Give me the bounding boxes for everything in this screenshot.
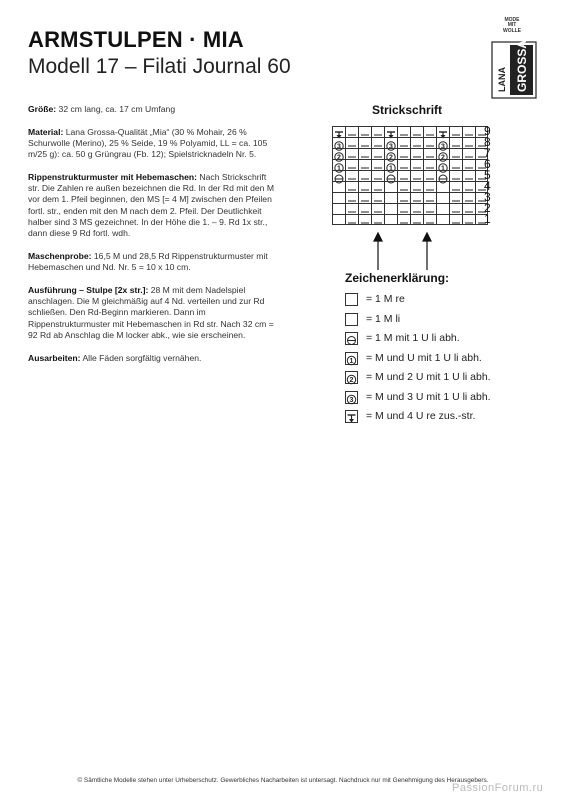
row-number: 6 (484, 157, 491, 171)
chart-cell (449, 170, 462, 181)
instruction-text: 28 M mit dem Nadelspiel anschlagen. Die M gleichmäßig auf 4 Nd. verteilen und zur Rd schließen. Den Rd-Beginn markieren. Dann im Rippenstrukturmuster mit Hebemaschen in Rd str. Nach 32 cm = 92 Rd ab Anschlag die M locker abk., wie sie erscheinen. (28, 284, 274, 340)
chart-cell (332, 181, 345, 192)
chart-cell (423, 203, 436, 214)
arrow-icon (423, 233, 431, 270)
instruction-label: Maschenprobe: (28, 250, 92, 261)
chart-cell (384, 181, 397, 192)
chart-cell (397, 203, 410, 214)
chart-cell (423, 170, 436, 181)
chart-cell (358, 203, 371, 214)
instruction-text: Alle Fäden sorgfältig vernähen. (80, 352, 202, 363)
row-number: 9 (484, 124, 491, 138)
chart-cell (462, 214, 475, 225)
chart-cell (449, 181, 462, 192)
empty-cell (345, 293, 358, 306)
svg-text:1: 1 (441, 165, 445, 173)
chart-cell (358, 214, 371, 225)
chart-cell (410, 148, 423, 159)
copyright-notice: © Sämtliche Modelle stehen unter Urheberschutz. Gewerbliches Nacharbeiten ist untersagt. Nachdruck nur mit Genehmigung des Herausgebers. (77, 777, 489, 784)
svg-text:1: 1 (389, 165, 393, 173)
chart-cell (345, 170, 358, 181)
instructions-column (28, 104, 278, 375)
chart-cell (410, 126, 423, 137)
chart-cell (449, 148, 462, 159)
chart-cell (371, 126, 384, 137)
chart-cell (384, 214, 397, 225)
chart-cell (345, 137, 358, 148)
instruction-paragraph (28, 104, 278, 115)
legend-title: Zeichenerklärung: (345, 271, 450, 285)
chart-cell (436, 181, 449, 192)
circle-dash-icon (345, 332, 358, 345)
chart-cell (371, 192, 384, 203)
chart-cell (384, 192, 397, 203)
row-number: 4 (484, 179, 491, 193)
row-number: 5 (484, 168, 491, 182)
chart-cell (332, 148, 345, 162)
chart-cell (410, 214, 423, 225)
svg-text:3: 3 (337, 143, 341, 151)
instruction-text: Nach Strickschrift str. Die Zahlen re außen bezeichnen die Rd. In der Rd mit den M vor dem 1. Pfeil beginnen, den MS [= 4 M] zwischen den Pfeilen fortl. str., enden mit den M nach dem 2. Pfeil. Der Deutlichkeit halber sind 3 MS gezeichnet. In der Höhe die 1. – 9. Rd 1x str., dann diese 9 Rd fortl. wdh. (28, 171, 275, 239)
chart-cell (371, 137, 384, 148)
undefined (345, 313, 358, 326)
chart-cell (358, 148, 371, 159)
watermark: PassionForum.ru (452, 782, 544, 794)
circle-three-icon (345, 391, 358, 404)
chart-cell (410, 170, 423, 181)
row-number: 1 (484, 212, 491, 226)
chart-cell (436, 192, 449, 203)
chart-cell (462, 126, 475, 137)
chart-cell (436, 126, 449, 137)
svg-text:1: 1 (337, 165, 341, 173)
purl-dash-icon (450, 215, 462, 233)
chart-cell (423, 181, 436, 192)
purl-dash-icon (359, 215, 371, 233)
page-title: ARMSTULPEN · MIA (28, 27, 244, 52)
svg-text:2: 2 (389, 154, 393, 162)
chart-cell (384, 126, 397, 137)
svg-text:3: 3 (389, 143, 393, 151)
instruction-text: Lana Grossa-Qualität „Mia“ (30 % Mohair, 26 % Schurwolle (Merino), 25 % Seide, 19 % Polyamid, LL = ca. 105 m/25 g): ca. 50 g Grüngrau (Fb. 12); Spielstricknadeln Nr. 5. (28, 126, 268, 160)
brand-logo (482, 18, 544, 100)
chart-cell (462, 170, 475, 181)
instruction-paragraph (28, 251, 278, 274)
chart-cell (397, 181, 410, 192)
legend-text: = 1 M mit 1 U li abh. (366, 332, 460, 344)
chart-cell (449, 137, 462, 148)
svg-text:3: 3 (349, 396, 354, 404)
chart-cell (423, 214, 436, 225)
instruction-label: Ausarbeiten: (28, 352, 81, 363)
chart-cell (384, 137, 397, 151)
row-number: 3 (484, 190, 491, 204)
purl-dash-icon (411, 215, 423, 233)
chart-cell (397, 192, 410, 203)
svg-text:2: 2 (337, 154, 341, 162)
chart-cell (423, 148, 436, 159)
lana-grossa-logo-icon (482, 18, 544, 100)
chart-cell (358, 126, 371, 137)
chart-cell (410, 203, 423, 214)
chart-cell (345, 159, 358, 170)
chart-cell (436, 170, 449, 181)
chart-cell (371, 214, 384, 225)
page-subtitle: Modell 17 – Filati Journal 60 (28, 55, 291, 78)
row-number: 2 (484, 201, 491, 215)
chart-cell (410, 192, 423, 203)
chart-cell (436, 137, 449, 151)
legend-text: = M und 4 U re zus.-str. (366, 410, 476, 422)
row-number: 8 (484, 135, 491, 149)
chart-cell (332, 170, 345, 181)
chart-cell (436, 148, 449, 162)
instruction-paragraph (28, 172, 278, 240)
chart-cell (449, 159, 462, 170)
chart-cell (371, 203, 384, 214)
row-number: 7 (484, 146, 491, 160)
chart-cell (423, 159, 436, 170)
chart-cell (384, 203, 397, 214)
chart-cell (449, 214, 462, 225)
chart-cell (371, 181, 384, 192)
chart-cell (397, 159, 410, 170)
chart-cell (358, 192, 371, 203)
chart-cell (358, 159, 371, 170)
logo-tagline: MODE MIT WOLLE (502, 17, 522, 34)
legend-text: = 1 M re (366, 293, 405, 305)
chart-cell (449, 192, 462, 203)
chart-cell (397, 148, 410, 159)
instruction-paragraph (28, 285, 278, 341)
chart-cell (449, 203, 462, 214)
chart-cell (345, 148, 358, 159)
chart-cell (358, 181, 371, 192)
purl-dash-icon (424, 215, 436, 233)
chart-cell (345, 203, 358, 214)
chart-cell (332, 137, 345, 151)
chart-cell (345, 214, 358, 225)
chart-cell (423, 137, 436, 148)
purl-dash-icon (372, 215, 384, 233)
chart-cell (423, 192, 436, 203)
instruction-paragraph (28, 127, 278, 161)
instruction-label: Größe: (28, 104, 57, 114)
chart-cell (397, 170, 410, 181)
chart-cell (332, 214, 345, 225)
chart-cell (436, 214, 449, 225)
chart-cell (384, 170, 397, 181)
instruction-text: 16,5 M und 28,5 Rd Rippenstrukturmuster mit Hebemaschen und Nd. Nr. 5 = 10 x 10 cm. (28, 250, 268, 273)
svg-text:GROSSA: GROSSA (515, 39, 529, 92)
chart-cell (462, 148, 475, 159)
chart-cell (462, 181, 475, 192)
legend-text: = 1 M li (366, 312, 401, 325)
chart-cell (332, 159, 345, 173)
chart-cell (462, 137, 475, 148)
chart-cell (410, 137, 423, 148)
legend-text: = M und U mit 1 U li abh. (366, 351, 482, 364)
chart-cell (384, 159, 397, 173)
purl-dash-icon (346, 215, 358, 233)
instruction-paragraph (28, 353, 278, 364)
circle-two-icon (345, 371, 358, 384)
knit-together-icon (345, 410, 358, 423)
chart-cell (423, 126, 436, 137)
instruction-label: Ausführung – Stulpe [2x str.]: (28, 284, 149, 295)
chart-cell (358, 137, 371, 148)
chart-cell (371, 170, 384, 181)
chart-cell (371, 148, 384, 159)
purl-dash-icon (463, 215, 475, 233)
svg-text:1: 1 (349, 357, 354, 365)
chart-cell (345, 181, 358, 192)
chart-title: Strickschrift (372, 103, 443, 117)
chart-cell (345, 126, 358, 137)
chart-cell (462, 159, 475, 170)
chart-cell (384, 148, 397, 162)
purl-dash-icon (398, 215, 410, 233)
chart-cell (397, 214, 410, 225)
svg-text:LANA: LANA (497, 67, 507, 92)
chart-cell (436, 159, 449, 173)
chart-cell (449, 126, 462, 137)
chart-cell (436, 203, 449, 214)
chart-cell (462, 192, 475, 203)
chart-cell (371, 159, 384, 170)
chart-cell (345, 192, 358, 203)
chart-cell (397, 137, 410, 148)
chart-cell (410, 159, 423, 170)
arrow-icon (374, 233, 382, 270)
svg-text:3: 3 (441, 143, 445, 151)
legend-text: = M und 2 U mit 1 U li abh. (366, 371, 491, 383)
chart-cell (410, 181, 423, 192)
instruction-label: Material: (28, 126, 64, 137)
chart-cell (332, 126, 345, 137)
legend-text: = M und 3 U mit 1 U li abh. (366, 390, 491, 403)
chart-cell (462, 203, 475, 214)
chart-cell (358, 170, 371, 181)
instruction-label: Rippenstrukturmuster mit Hebemaschen: (28, 171, 198, 182)
chart-cell (397, 126, 410, 137)
chart-cell (332, 192, 345, 203)
svg-text:2: 2 (349, 377, 354, 385)
instruction-text: 32 cm lang, ca. 17 cm Umfang (56, 104, 176, 114)
circle-one-icon (345, 352, 358, 365)
chart-cell (332, 203, 345, 214)
svg-text:2: 2 (441, 154, 445, 162)
